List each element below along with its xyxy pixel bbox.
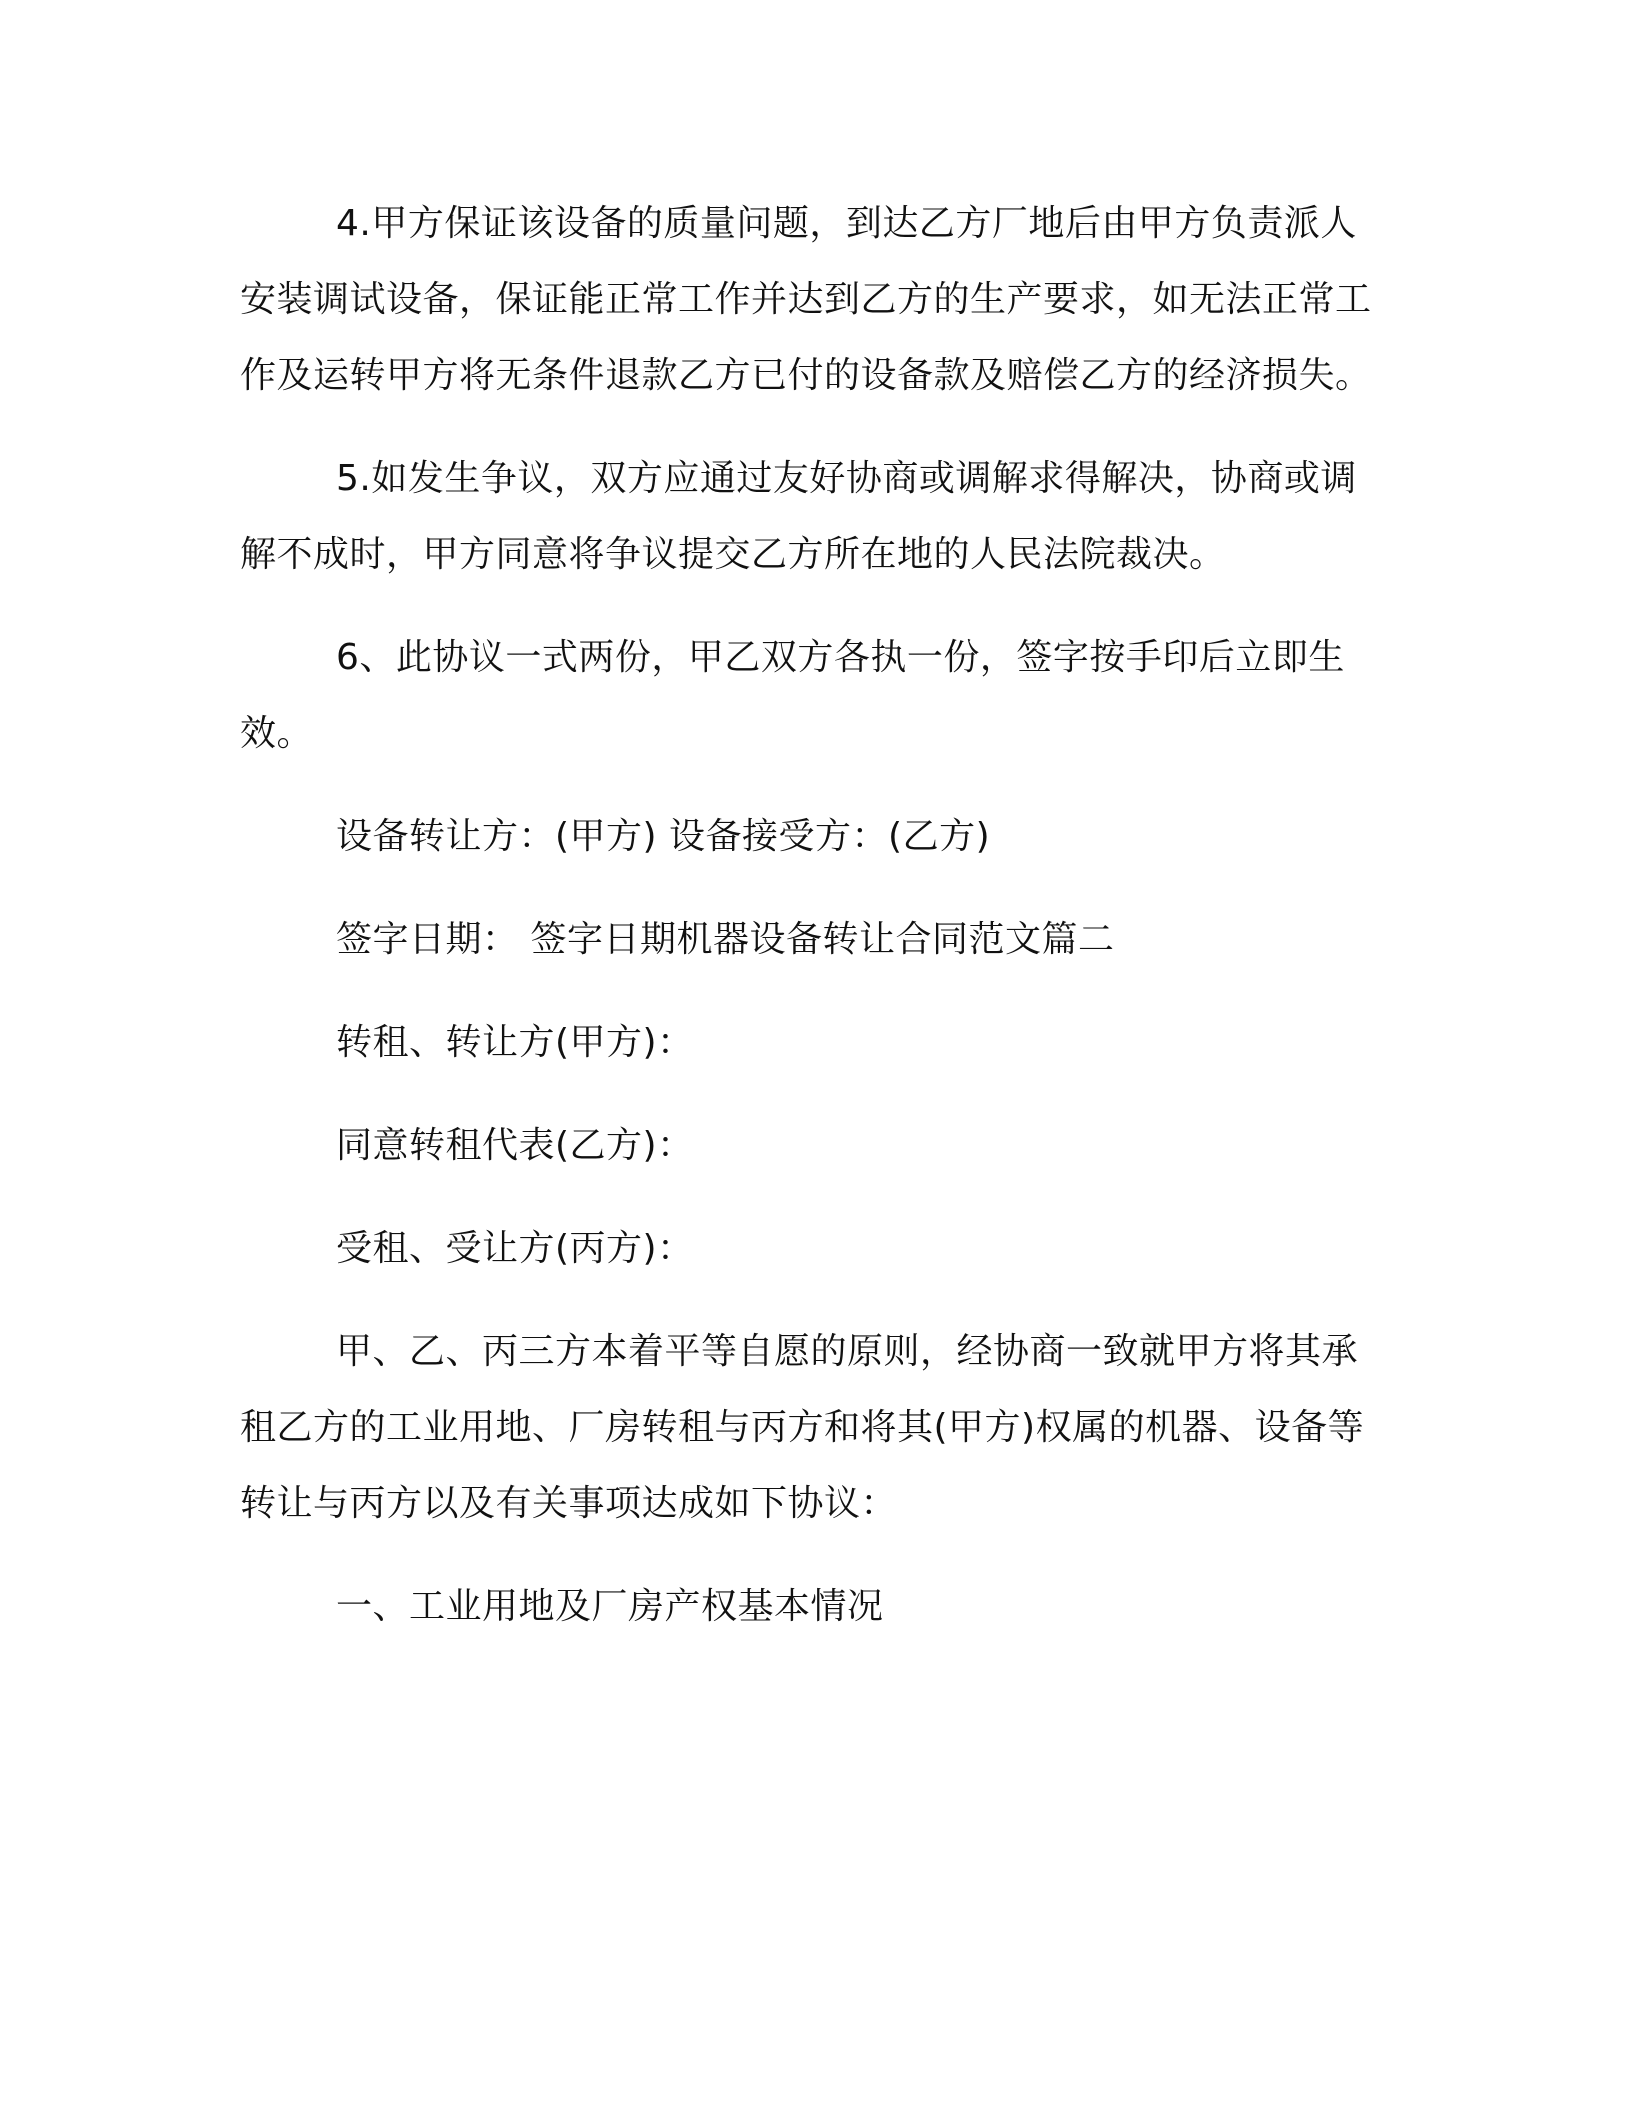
party-c-line: 受租、受让方(丙方)： [336,1228,694,1269]
party-a-line: 转租、转让方(甲方)： [336,1022,694,1063]
clause-5-paragraph: 5.如发生争议，双方应通过友好协商或调解求得解决，协商或调解不成时，甲方同意将争议提交乙方所在地的人民法院裁决。 [240,458,1357,575]
clause-4-paragraph: 4.甲方保证该设备的质量问题，到达乙方厂地后由甲方负责派人安装调试设备，保证能正常工作并达到乙方的生产要求，如无法正常工作及运转甲方将无条件退款乙方已付的设备款及赔偿乙方的经济损失。 [240,203,1372,396]
signing-date-line: 签字日期： 签字日期机器设备转让合同范文篇二 [336,919,1115,960]
section-1-heading: 一、工业用地及厂房产权基本情况 [336,1586,884,1627]
parties-line: 设备转让方：(甲方) 设备接受方：(乙方) [336,816,991,857]
document-body [240,186,1380,1672]
agreement-intro-paragraph: 甲、乙、丙三方本着平等自愿的原则，经协商一致就甲方将其承租乙方的工业用地、厂房转租与丙方和将其(甲方)权属的机器、设备等转让与丙方以及有关事项达成如下协议： [240,1331,1365,1524]
clause-6-paragraph: 6、此协议一式两份，甲乙双方各执一份，签字按手印后立即生效。 [240,637,1345,754]
party-b-line: 同意转租代表(乙方)： [336,1125,694,1166]
